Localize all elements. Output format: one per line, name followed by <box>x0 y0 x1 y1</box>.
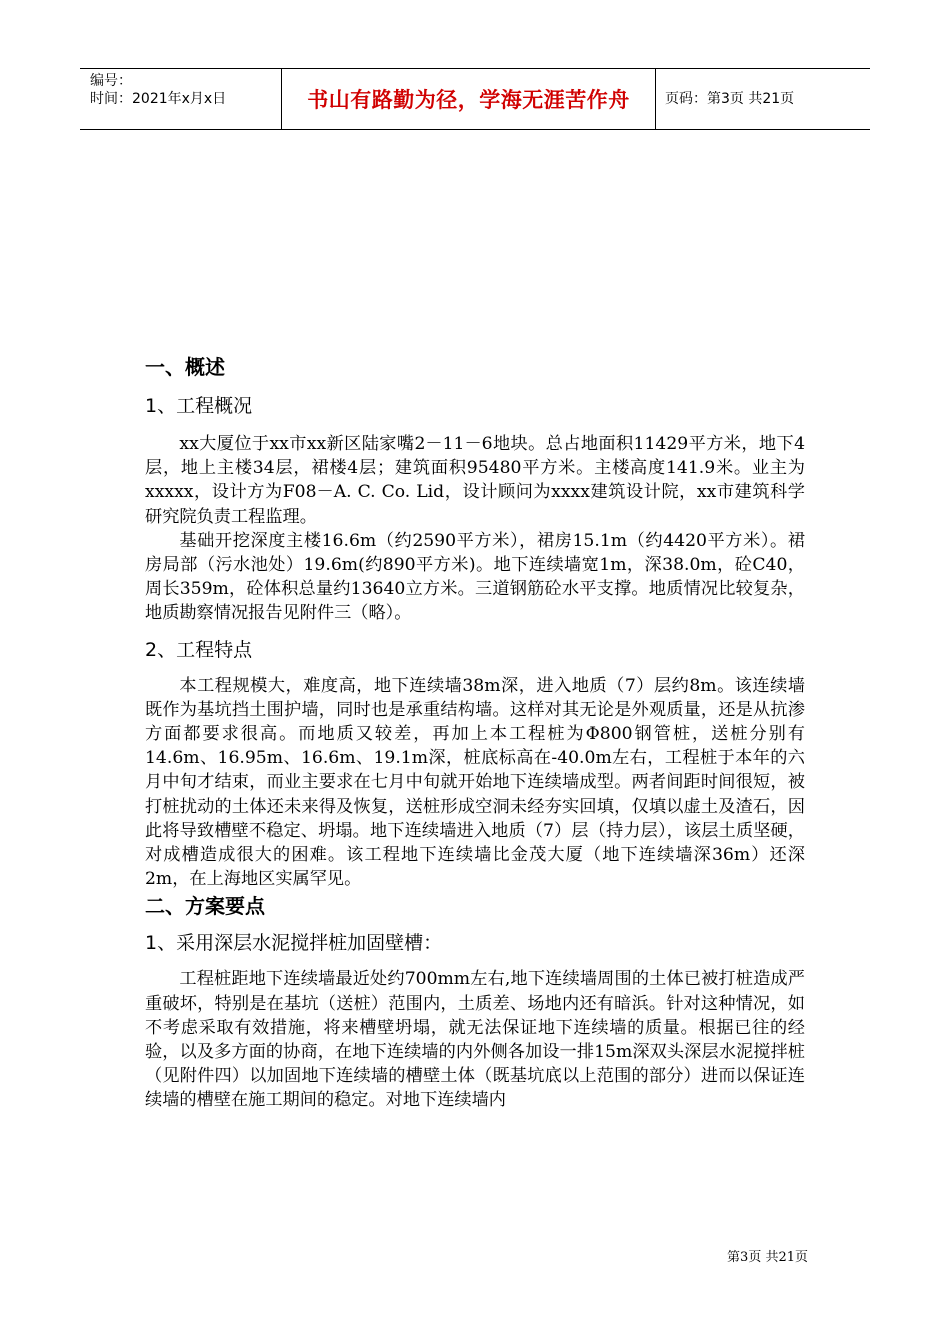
paragraph-project-overview-2: 基础开挖深度主楼16.6m（约2590平方米），裙房15.1m（约4420平方米）。裙房局部（污水池处）19.6m(约890平方米)。地下连续墙宽1m，深38.0m，砼C40，周长359m，砼体积总量约13640立方米。三道钢筋砼水平支撑。地质情况比较复杂，地质勘察情况报告见附件三（略）。 <box>145 530 805 624</box>
subsection-heading-project-features: 2、工程特点 <box>145 638 253 661</box>
document-body <box>145 352 805 1113</box>
document-date-label: 时间：2021年x月x日 <box>90 91 227 107</box>
document-number-label: 编号： <box>90 73 132 89</box>
header-page-cell <box>655 69 870 129</box>
header-left-cell <box>80 69 280 129</box>
header-page-info: 页码：第3页 共21页 <box>665 90 795 107</box>
header-motto: 书山有路勤为径，学海无涯苦作舟 <box>307 88 630 112</box>
header-motto-cell <box>281 69 656 129</box>
section-heading-plan-points: 二、方案要点 <box>145 894 265 919</box>
section-heading-overview: 一、概述 <box>145 355 225 379</box>
paragraph-mixing-piles: 工程桩距地下连续墙最近处约700mm左右,地下连续墙周围的土体已被打桩造成严重破坏，特别是在基坑（送桩）范围内，土质差、场地内还有暗浜。针对这种情况，如不考虑采取有效措施，将来槽壁坍塌，就无法保证地下连续墙的质量。根据已往的经验，以及多方面的协商，在地下连续墙的内外侧各加设一排15m深双头深层水泥搅拌桩（见附件四）以加固地下连续墙的槽壁土体（既基坑底以上范围的部分）进而以保证连续墙的槽壁在施工期间的稳定。对地下连续墙内 <box>145 969 805 1111</box>
paragraph-project-features: 本工程规模大，难度高，地下连续墙38m深，进入地质（7）层约8m。该连续墙既作为基坑挡土围护墙，同时也是承重结构墙。这样对其无论是外观质量，还是从抗渗方面都要求很高。而地质又较差，再加上本工程桩为Φ800钢管桩，送桩分别有14.6m、16.95m、16.6m、19.1m深，桩底标高在-40.0m左右，工程桩于本年的六月中旬才结束，而业主要求在七月中旬就开始地下连续墙成型。两者间距时间很短，被打桩扰动的土体还未来得及恢复，送桩形成空洞未经夯实回填，仅填以虚土及渣石，因此将导致槽壁不稳定、坍塌。地下连续墙进入地质（7）层（持力层），该层土质坚硬，对成槽造成很大的困难。该工程地下连续墙比金茂大厦（地下连续墙深36m）还深2m，在上海地区实属罕见。 <box>145 675 805 890</box>
subsection-heading-project-overview: 1、工程概况 <box>145 395 253 417</box>
page-footer: 第3页 共21页 <box>727 1250 808 1265</box>
subsection-heading-mixing-piles: 1、采用深层水泥搅拌桩加固壁槽： <box>145 932 443 955</box>
paragraph-project-overview-1: xx大厦位于xx市xx新区陆家嘴2－11－6地块。总占地面积11429平方米，地下4层，地上主楼34层，裙楼4层；建筑面积95480平方米。主楼高度141.9米。业主为xxxxx，设计方为F08－A. C. Co. Lid，设计顾问为xxxx建筑设计院，xx市建筑科学研究院负责工程监理。 <box>145 434 805 527</box>
page-header <box>80 68 870 130</box>
